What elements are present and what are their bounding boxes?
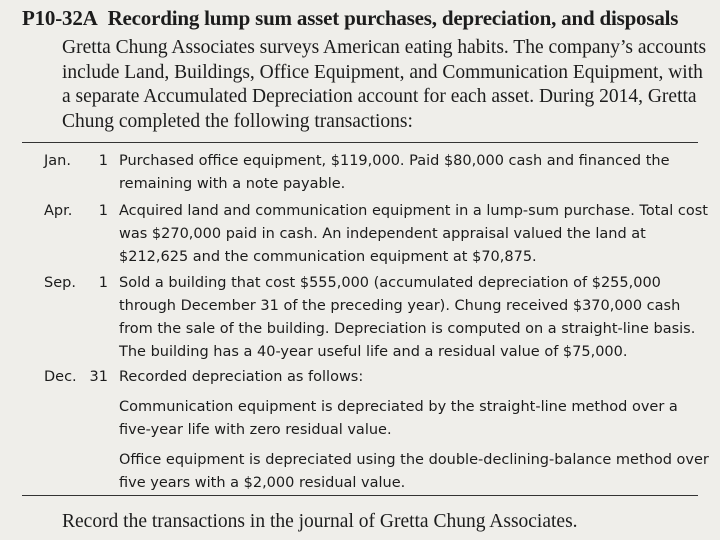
transaction-description [119, 366, 709, 495]
transaction-date [44, 150, 116, 173]
date-day: 1 [98, 275, 108, 291]
description-text: Sold a building that cost $555,000 (accumulated depreciation of $255,000 through December 31 of the preceding year). Chung received $370,000 cash from the sale of the building. Depreciation is computed on a straight-line basis. The building has a 40-year useful life and a residual value of $75,000. [119, 275, 696, 360]
transaction-description [119, 150, 709, 196]
problem-number: P10-32A [22, 6, 98, 30]
transaction-description [119, 272, 709, 364]
description-text: Purchased office equipment, $119,000. Paid $80,000 cash and financed the remaining with a note payable. [119, 153, 670, 192]
transaction-date [44, 200, 116, 223]
description-text: Recorded depreciation as follows: [119, 369, 364, 385]
problem-heading [22, 6, 678, 31]
date-month: Sep. [44, 275, 76, 291]
date-day: 1 [98, 203, 108, 219]
date-month: Jan. [44, 153, 71, 169]
problem-requirement: Record the transactions in the journal of Gretta Chung Associates. [62, 511, 578, 532]
bottom-divider [22, 495, 698, 496]
description-text: Office equipment is depreciated using the double-declining-balance method over five years with a $2,000 residual value. [119, 452, 709, 491]
description-text: Communication equipment is depreciated by the straight-line method over a five-year life with zero residual value. [119, 399, 678, 438]
problem-intro: Gretta Chung Associates surveys American eating habits. The company’s accounts include Land, Buildings, Office Equipment, and Communication Equipment, with a separate Accumulated Depreciation account for each asset. During 2014, Gretta Chung completed the following transactions: [62, 37, 707, 132]
date-day: 1 [98, 153, 108, 169]
transaction-date [44, 366, 116, 389]
transaction-date [44, 272, 116, 295]
problem-title: Recording lump sum asset purchases, depreciation, and disposals [107, 6, 679, 30]
date-month: Dec. [44, 369, 77, 385]
date-month: Apr. [44, 203, 73, 219]
transaction-description [119, 200, 709, 269]
description-text: Acquired land and communication equipment in a lump-sum purchase. Total cost was $270,000 paid in cash. An independent appraisal valued the land at $212,625 and the communication equipment at $70,875. [119, 203, 708, 265]
top-divider [22, 142, 698, 143]
date-day: 31 [89, 369, 108, 385]
